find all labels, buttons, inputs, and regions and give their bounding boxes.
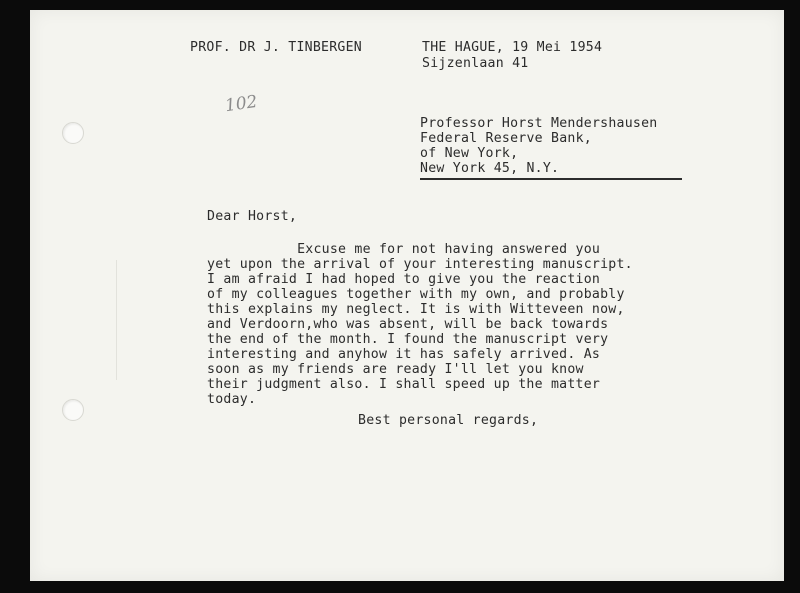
body-line: today. (207, 392, 257, 407)
salutation: Dear Horst, (207, 209, 298, 224)
body-line: the end of the month. I found the manuscript very (207, 332, 609, 347)
body-line: this explains my neglect. It is with Witteveen now, (207, 302, 625, 317)
punch-hole-top (62, 122, 84, 144)
closing: Best personal regards, (358, 413, 539, 428)
recipient-line-3: of New York, (420, 146, 519, 161)
body-line: and Verdoorn,who was absent, will be back towards (207, 317, 609, 332)
body-line: soon as my friends are ready I'll let you know (207, 362, 584, 377)
body-line: of my colleagues together with my own, and probably (207, 287, 625, 302)
body-line: Excuse me for not having answered you (207, 242, 601, 257)
recipient-underline (420, 178, 682, 180)
body-line: I am afraid I had hoped to give you the reaction (207, 272, 601, 287)
paper-crease (116, 260, 117, 380)
body-line: yet upon the arrival of your interesting manuscript. (207, 257, 633, 272)
recipient-line-1: Professor Horst Mendershausen (420, 116, 658, 131)
punch-hole-bottom (62, 399, 84, 421)
pencil-note: 102 (223, 91, 259, 117)
body-line: interesting and anyhow it has safely arrived. As (207, 347, 601, 362)
recipient-line-2: Federal Reserve Bank, (420, 131, 592, 146)
letter-paper (30, 10, 784, 581)
sender-name: PROF. DR J. TINBERGEN (190, 40, 362, 55)
body-line: their judgment also. I shall speed up the matter (207, 377, 601, 392)
recipient-line-4: New York 45, N.Y. (420, 161, 560, 176)
place-date: THE HAGUE, 19 Mei 1954 (422, 40, 603, 55)
sender-street: Sijzenlaan 41 (422, 56, 529, 71)
